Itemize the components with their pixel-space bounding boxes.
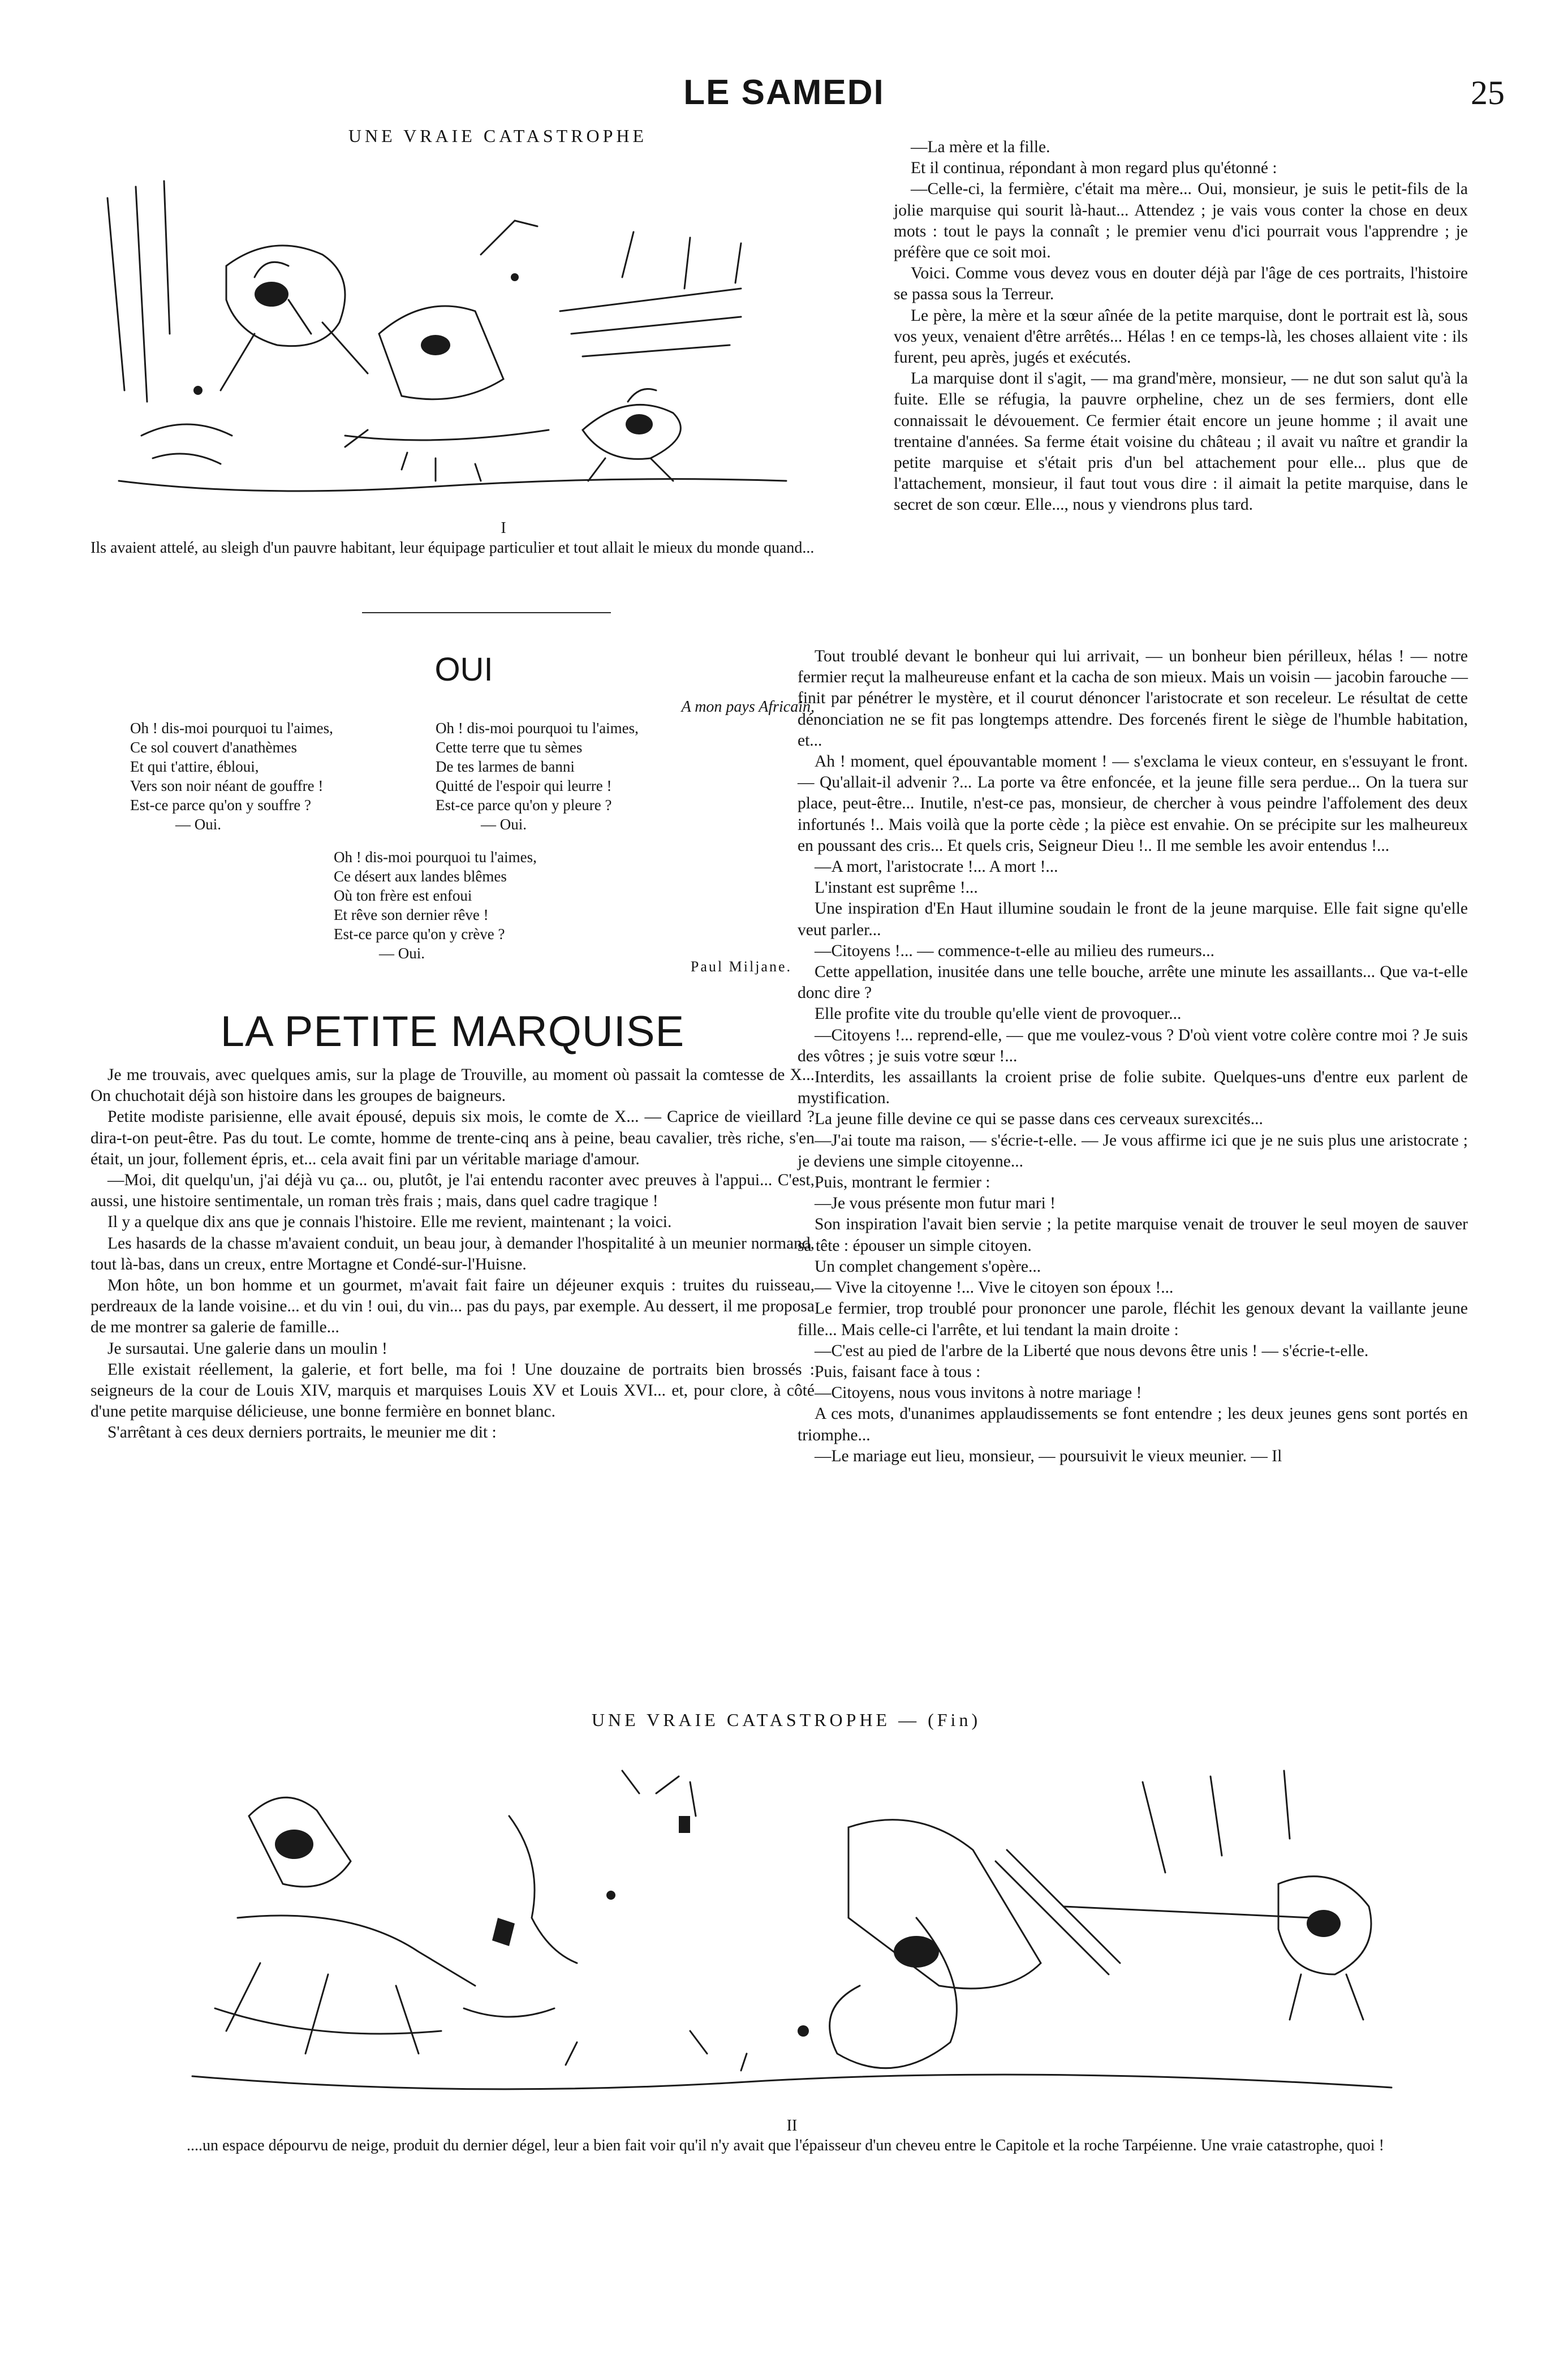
article-left-column: [91, 1065, 815, 1444]
illustration-top-caption: Ils avaient attelé, au sleigh d'un pauvre habitant, leur équipage particulier et tout allait le mieux du monde quand...: [91, 539, 815, 557]
paragraph: —Citoyens, nous vous invitons à notre mariage !: [815, 1384, 1142, 1402]
poem-line: Et qui t'attire, ébloui,: [130, 758, 259, 775]
article-right-column-intro: [894, 137, 1468, 516]
paragraph: Le fermier, trop troublé pour prononcer une parole, fléchit les genoux devant la vaillante jeune fille... Mais celle-ci l'arrête, et lui tendant la main droite :: [798, 1299, 1468, 1339]
section-divider: [362, 612, 611, 613]
paragraph: Voici. Comme vous devez vous en douter déjà par l'âge de ces portraits, l'histoire se passa sous la Terreur.: [894, 264, 1468, 304]
poem-refrain: — Oui.: [481, 816, 527, 833]
paragraph: Son inspiration l'avait bien servie ; la petite marquise venait de trouver le seul moyen de sauver sa tête : épouser un simple citoyen.: [798, 1215, 1468, 1255]
paragraph: —Citoyens !... — commence-t-elle au milieu des rumeurs...: [815, 941, 1214, 960]
poem-line: Oh ! dis-moi pourquoi tu l'aimes,: [436, 720, 639, 737]
paragraph: Un complet changement s'opère...: [815, 1257, 1041, 1276]
paragraph: S'arrêtant à ces deux derniers portraits, le meunier me dit :: [107, 1423, 497, 1442]
paragraph: —Moi, dit quelqu'un, j'ai déjà vu ça... ou, plutôt, je l'ai entendu raconter avec preuves à l'appui... C'est, aussi, une histoire sentimentale, un roman très frais ; mais, dans quel cadre tragique !: [91, 1171, 815, 1211]
illustration-top-engraving: [85, 164, 803, 515]
poem-dedication: A mon pays Africain,: [681, 698, 815, 716]
paragraph: —A mort, l'aristocrate !... A mort !...: [815, 858, 1058, 876]
poem-author: Paul Miljane.: [690, 958, 792, 975]
poem-line: Cette terre que tu sèmes: [436, 739, 583, 756]
paragraph: La jeune fille devine ce qui se passe dans ces cerveaux surexcités...: [815, 1110, 1263, 1129]
illustration-top-title: UNE VRAIE CATASTROPHE: [348, 126, 648, 146]
paragraph: Puis, faisant face à tous :: [815, 1362, 981, 1381]
paragraph: Il y a quelque dix ans que je connais l'histoire. Elle me revient, maintenant ; la voici.: [107, 1213, 672, 1232]
paragraph: Elle profite vite du trouble qu'elle vient de provoquer...: [815, 1005, 1182, 1023]
poem-line: Quitté de l'espoir qui leurre !: [436, 777, 612, 794]
illustration-bottom-engraving: [181, 1748, 1403, 2110]
paragraph: Elle existait réellement, la galerie, et fort belle, ma foi ! Une douzaine de portraits bien brossés : seigneurs de la cour de Louis XIV, marquis et marquises Louis XV et Louis XVI... et, pour clore, à côté d'une petite marquise délicieuse, une bonne fermière en bonnet blanc.: [91, 1360, 815, 1421]
paragraph: L'instant est suprême !...: [815, 879, 978, 897]
poem-line: Est-ce parce qu'on y pleure ?: [436, 797, 612, 814]
paragraph: —Le mariage eut lieu, monsieur, — poursuivit le vieux meunier. — Il: [815, 1447, 1282, 1465]
illustration-bottom-title: UNE VRAIE CATASTROPHE — (Fin): [591, 1710, 981, 1730]
sleigh-horse-engraving-icon: [85, 164, 803, 515]
illustration-bottom-caption: ....un espace dépourvu de neige, produit du dernier dégel, leur a bien fait voir qu'il n'y avait que l'épaisseur d'un cheveu entre le Capitole et la roche Tarpéienne. Une vraie catastrophe, quoi !: [187, 2137, 1384, 2154]
paragraph: La marquise dont il s'agit, — ma grand'mère, monsieur, — ne dut son salut qu'à la fuite. Elle se réfugia, la pauvre orpheline, chez un de ses fermiers, dont elle connaissait le dévouement. Ce fermier était encore un jeune homme ; il avait une trentaine d'années. Sa ferme était voisine du château ; il avait vu naître et grandir la petite marquise et s'était pris d'un bel attachement pour elle... plus que de l'attachement, monsieur, il faut tout vous dire : il aimait la petite marquise, dans le secret de son cœur. Elle..., nous y viendrons plus tard.: [894, 369, 1468, 514]
paragraph: —J'ai toute ma raison, — s'écrie-t-elle. — Je vous affirme ici que je ne suis plus une aristocrate ; je deviens une simple citoyenne...: [798, 1131, 1468, 1170]
poem-line: Est-ce parce qu'on y souffre ?: [130, 797, 311, 814]
paragraph: Je sursautai. Une galerie dans un moulin !: [107, 1339, 387, 1358]
article-right-column: [798, 646, 1468, 1467]
running-head-title: LE SAMEDI: [683, 73, 885, 112]
poem-refrain: — Oui.: [379, 945, 425, 962]
paragraph: —C'est au pied de l'arbre de la Liberté que nous devons être unis ! — s'écrie-t-elle.: [815, 1341, 1369, 1360]
poem-line: De tes larmes de banni: [436, 758, 575, 775]
poem-stanza-1: [130, 718, 413, 834]
paragraph: Petite modiste parisienne, elle avait épousé, depuis six mois, le comte de X... — Caprice de vieillard ? dira-t-on peut-être. Pas du tout. Le comte, homme de trente-cinq ans à peine, beau cavalier, très riche, s'en était, un jour, follement épris, et... cela avait fini par un véritable mariage d'amour.: [91, 1108, 815, 1168]
article-title: LA PETITE MARQUISE: [220, 1008, 685, 1056]
illustration-bottom-number: II: [786, 2117, 798, 2134]
paragraph: A ces mots, d'unanimes applaudissements se font entendre ; les deux jeunes gens sont portés en triomphe...: [798, 1405, 1468, 1444]
page-number: 25: [1471, 74, 1505, 111]
poem-line: Oh ! dis-moi pourquoi tu l'aimes,: [130, 720, 333, 737]
overturned-sleigh-engraving-icon: [181, 1748, 1403, 2110]
paragraph: Je me trouvais, avec quelques amis, sur la plage de Trouville, au moment où passait la comtesse de X... On chuchotait déjà son histoire dans les groupes de baigneurs.: [91, 1066, 815, 1105]
illustration-top-number: I: [501, 519, 506, 537]
paragraph: Les hasards de la chasse m'avaient conduit, un beau jour, à demander l'hospitalité à un meunier normand, tout là-bas, dans un creux, entre Mortagne et Condé-sur-l'Huisne.: [91, 1234, 815, 1273]
paragraph: Le père, la mère et la sœur aînée de la petite marquise, dont le portrait est là, sous vos yeux, venaient d'être arrêtés... Hélas ! en ce temps-là, les choses allaient vite : ils furent, peu après, jugés et exécutés.: [894, 306, 1468, 367]
poem-line: Où ton frère est enfoui: [334, 887, 472, 904]
paragraph: Puis, montrant le fermier :: [815, 1173, 990, 1192]
poem-line: Ce désert aux landes blêmes: [334, 868, 507, 885]
paragraph: Interdits, les assaillants la croient prise de folie subite. Quelques-uns d'entre eux parlent de mystification.: [798, 1068, 1468, 1108]
paragraph: — Vive la citoyenne !... Vive le citoyen son époux !...: [815, 1279, 1174, 1297]
poem-refrain: — Oui.: [175, 816, 221, 833]
paragraph: —La mère et la fille.: [911, 138, 1050, 156]
paragraph: —Je vous présente mon futur mari !: [815, 1194, 1056, 1213]
poem-line: Oh ! dis-moi pourquoi tu l'aimes,: [334, 849, 537, 866]
poem-line: Ce sol couvert d'anathèmes: [130, 739, 298, 756]
poem-stanza-2: [436, 718, 730, 834]
poem-title: OUI: [434, 651, 493, 688]
paragraph: Ah ! moment, quel épouvantable moment ! — s'exclama le vieux conteur, en s'essuyant le front. — Qu'allait-il advenir ?... La porte va être enfoncée, et la jeune fille sera perdue... On la tuera sur place, peut-être... Inutile, n'est-ce pas, monsieur, de chercher à vous peindre l'affolement des deux infortunés !.. Mais voilà que la porte cède ; la pièce est envahie. On se précipite sur les malheureux en poussant des cris... Et quels cris, Seigneur Dieu !.. Il me semble les avoir entendus !...: [798, 752, 1468, 855]
paragraph: Cette appellation, inusitée dans une telle bouche, arrête une minute les assaillants... Que va-t-elle donc dire ?: [798, 963, 1468, 1002]
paragraph: —Citoyens !... reprend-elle, — que me voulez-vous ? D'où vient votre colère contre moi ? Je suis des vôtres ; je suis votre sœur !...: [798, 1026, 1468, 1065]
paragraph: —Celle-ci, la fermière, c'était ma mère... Oui, monsieur, je suis le petit-fils de la jolie marquise qui sourit là-haut... Attendez ; je vais vous conter la chose en deux mots : tout le pays la connaît ; le premier venu d'ici pourrait vous l'apprendre ; je préfère que ce soit moi.: [894, 180, 1468, 262]
poem-line: Et rêve son dernier rêve !: [334, 906, 489, 923]
paragraph: Mon hôte, un bon homme et un gourmet, m'avait fait faire un déjeuner exquis : truites du ruisseau, perdreaux de la lande voisine... et du vin ! oui, du vin... pas du pays, par exemple. Au dessert, il me proposa de me montrer sa galerie de famille...: [91, 1276, 815, 1337]
paragraph: Une inspiration d'En Haut illumine soudain le front de la jeune marquise. Elle fait signe qu'elle veut parler...: [798, 900, 1468, 939]
poem-line: Est-ce parce qu'on y crève ?: [334, 926, 505, 943]
paragraph: Et il continua, répondant à mon regard plus qu'étonné :: [911, 159, 1277, 178]
poem-line: Vers son noir néant de gouffre !: [130, 777, 324, 794]
paragraph: Tout troublé devant le bonheur qui lui arrivait, — un bonheur bien périlleux, hélas ! — notre fermier reçut la malheureuse enfant et la cacha de son mieux. Mais un voisin — jacobin farouche — finit par pénétrer le mystère, et il courut dénoncer l'aristocrate et son receleur. Le résultat de cette dénonciation ne se fit pas longtemps attendre. Des forcenés firent le siège de l'humble habitation, et...: [798, 647, 1468, 750]
poem-stanza-3: [334, 847, 628, 963]
